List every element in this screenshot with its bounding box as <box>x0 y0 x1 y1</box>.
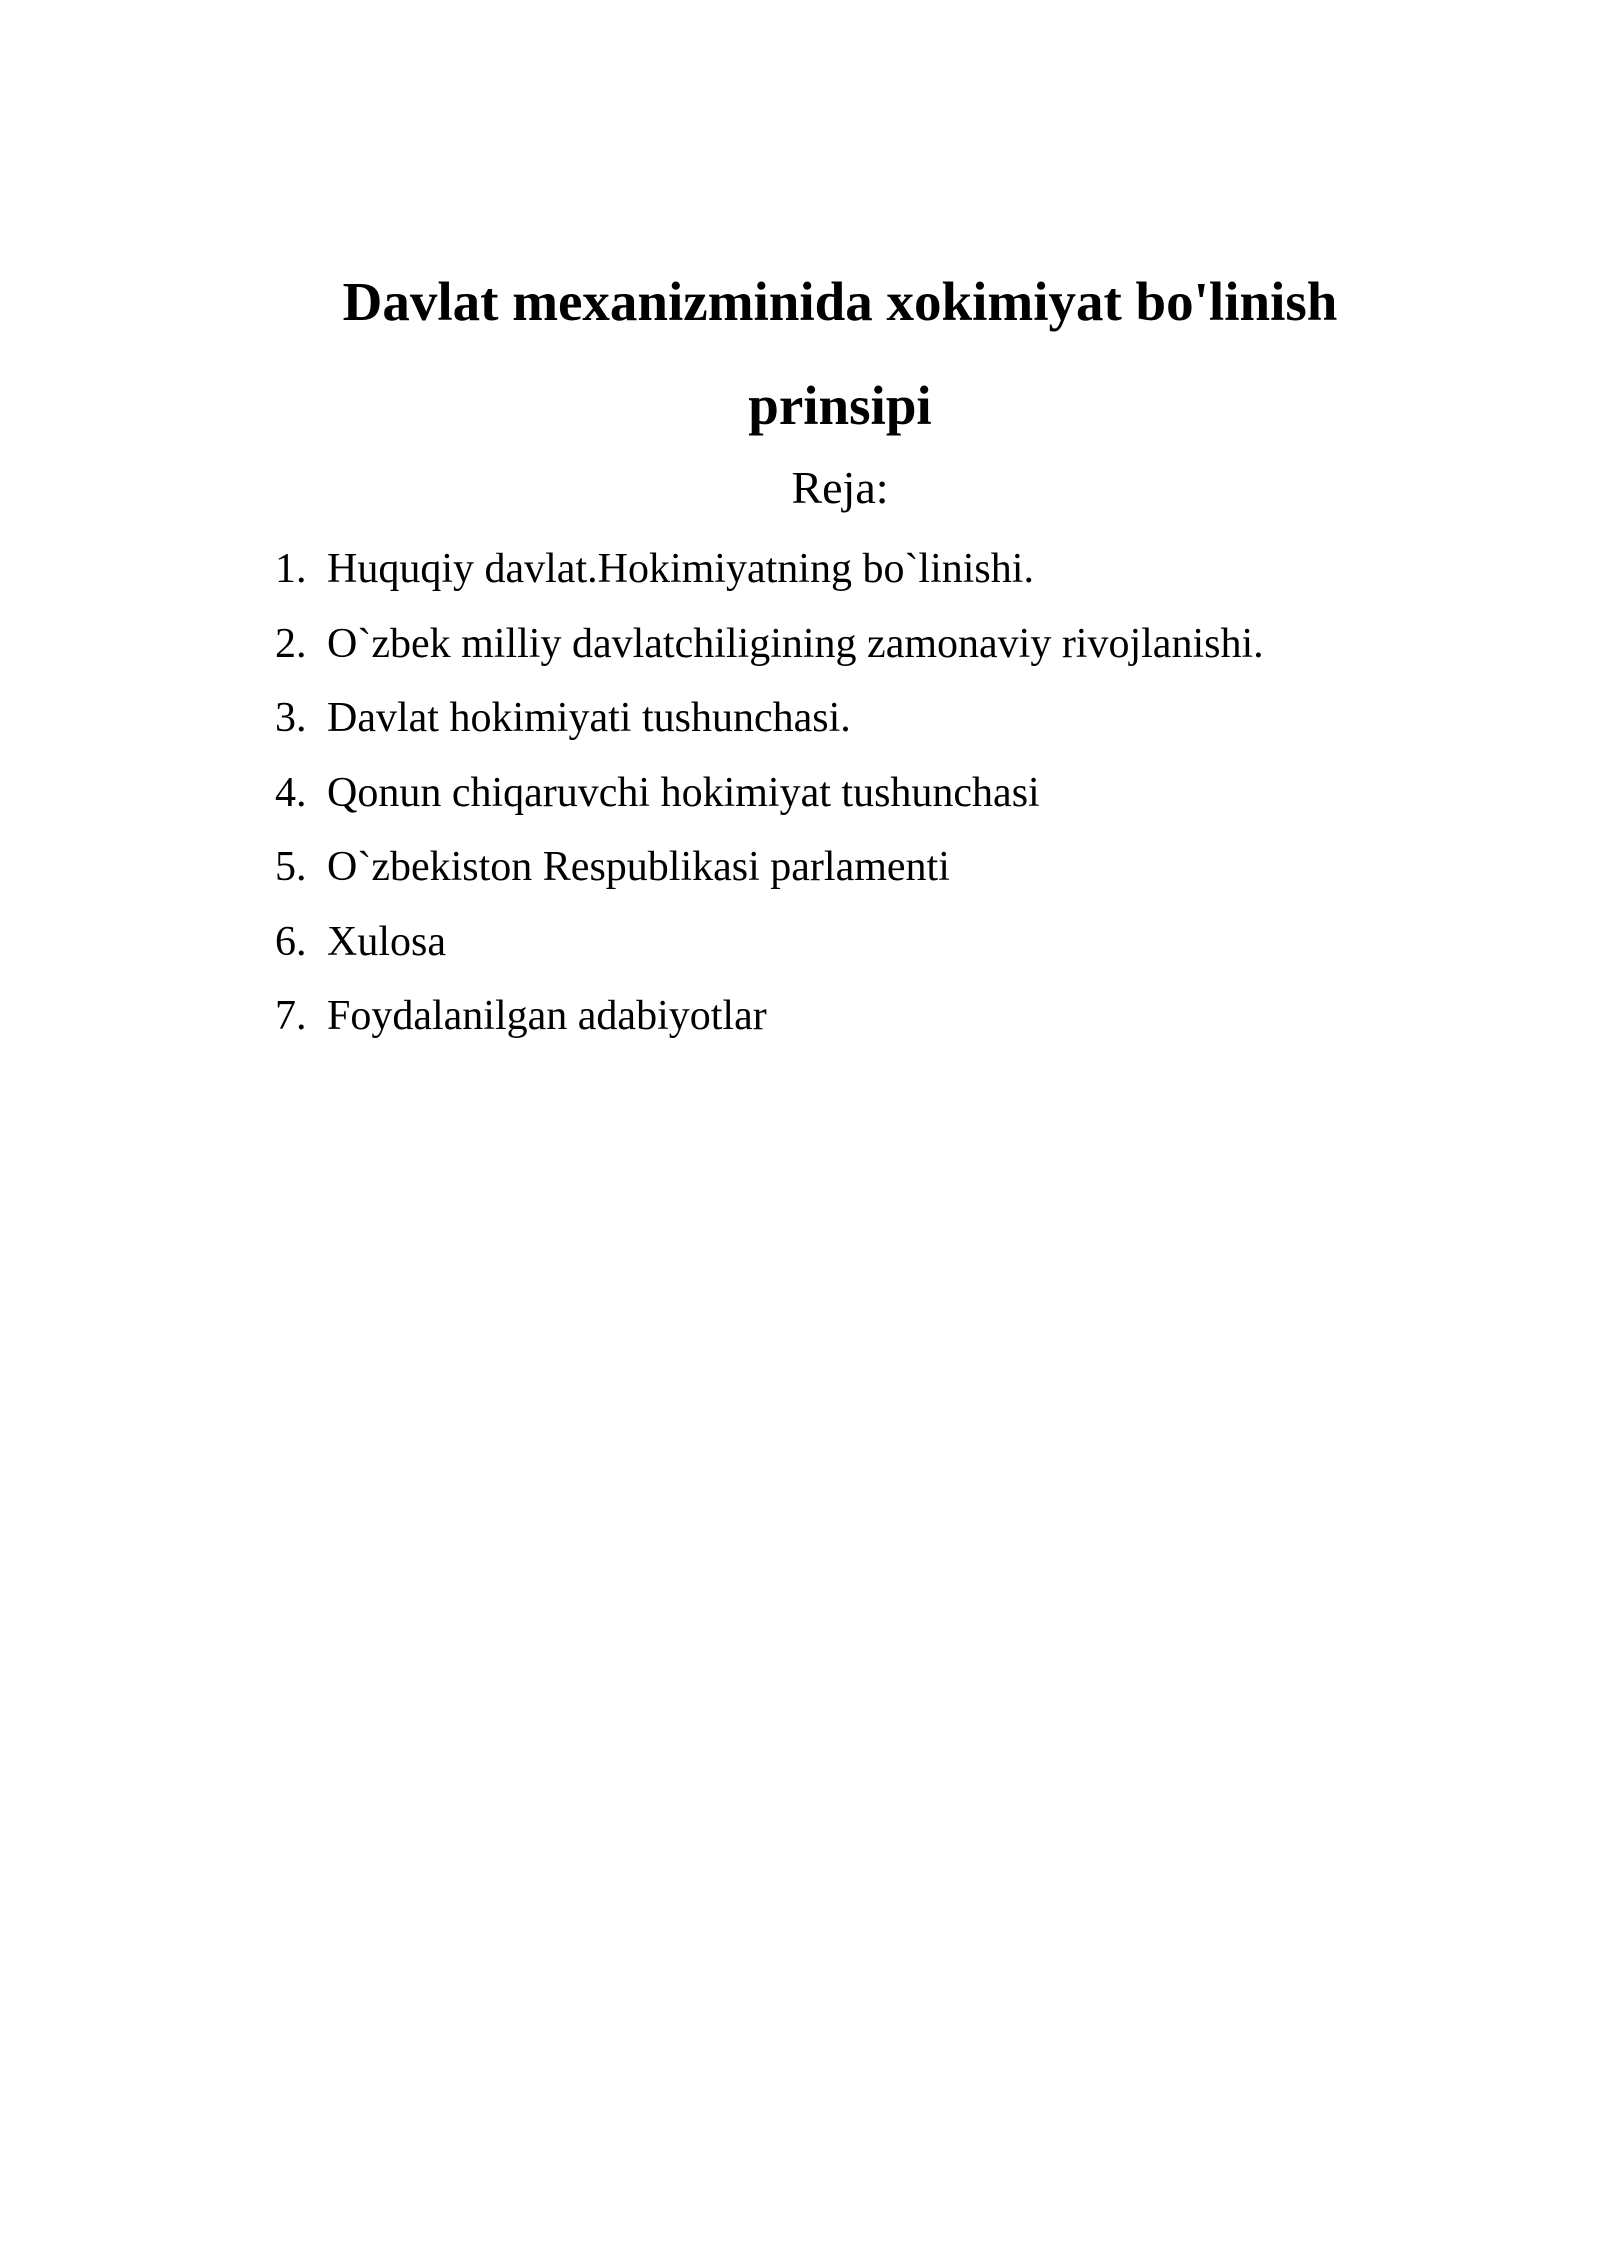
plan-item <box>275 911 1264 986</box>
plan-item <box>275 687 1264 762</box>
document-title-line-2: prinsipi <box>748 375 932 436</box>
plan-item <box>275 538 1264 613</box>
plan-item-text: O`zbekiston Respublikasi parlamenti <box>327 844 950 890</box>
plan-item-number: 7. <box>275 993 307 1039</box>
plan-item-text: O`zbek milliy davlatchiligining zamonaviy rivojlanishi. <box>327 620 1264 667</box>
plan-item-text: Davlat hokimiyati tushunchasi. <box>327 695 851 741</box>
plan-item-text: Qonun chiqaruvchi hokimiyat tushunchasi <box>327 769 1040 816</box>
plan-heading: Reja: <box>791 462 889 513</box>
plan-item-text: Xulosa <box>327 918 446 965</box>
document-title-line-1: Davlat mexanizminida xokimiyat bo'linish <box>342 271 1338 332</box>
plan-list <box>275 538 1264 1060</box>
plan-item <box>275 613 1264 688</box>
plan-item-number: 2. <box>275 620 307 667</box>
plan-item-number: 3. <box>275 695 307 741</box>
plan-item-number: 5. <box>275 844 307 890</box>
plan-item-number: 6. <box>275 918 307 965</box>
plan-item <box>275 985 1264 1060</box>
plan-item-text: Foydalanilgan adabiyotlar <box>327 993 767 1039</box>
plan-item-number: 4. <box>275 769 307 816</box>
plan-item <box>275 836 1264 911</box>
plan-item-text: Huquqiy davlat.Hokimiyatning bo`linishi. <box>327 546 1034 592</box>
document-title <box>240 250 1440 458</box>
plan-item <box>275 762 1264 837</box>
plan-item-number: 1. <box>275 546 307 592</box>
